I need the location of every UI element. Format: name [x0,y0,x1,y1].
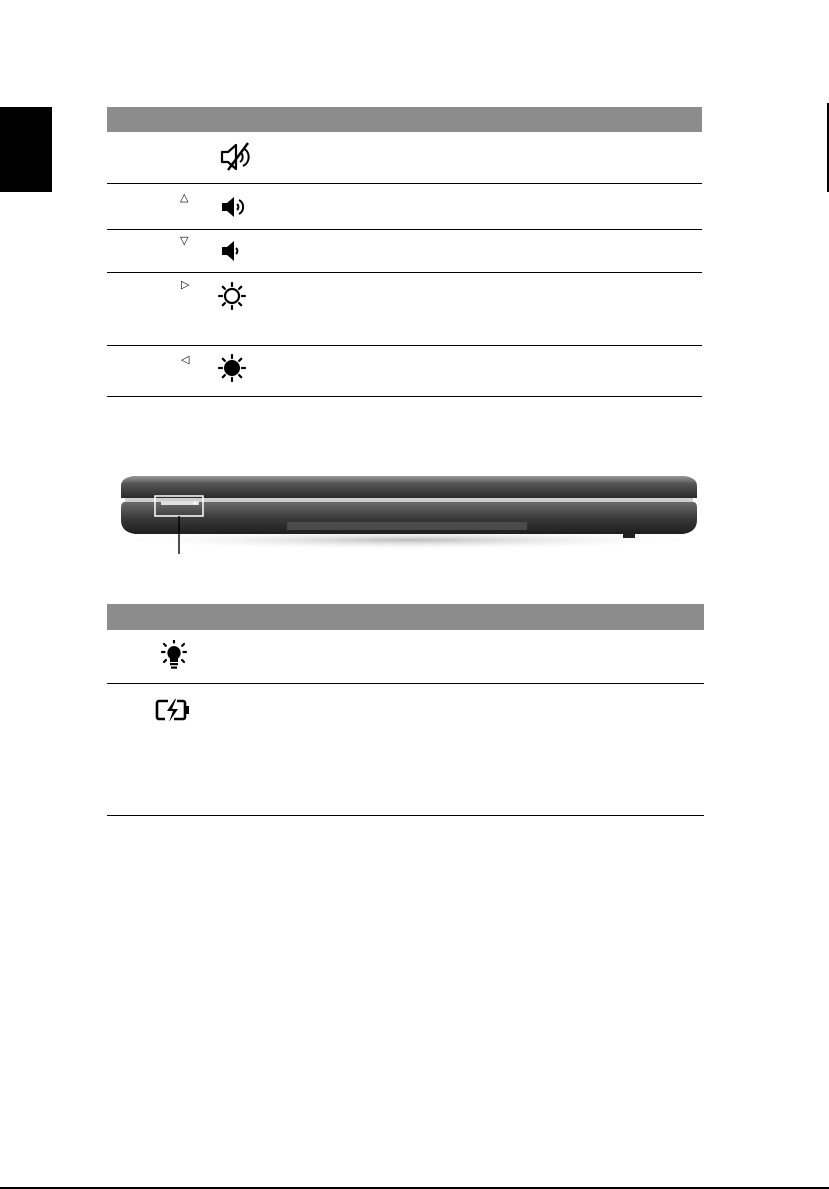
power-indicator-icon [157,640,191,674]
laptop-front-view-image [107,462,712,572]
speaker-mute-icon [218,140,254,174]
chapter-side-tab [0,107,52,192]
indicator-table [107,604,704,816]
table-row [107,273,702,346]
table-row [107,684,704,816]
volume-down-icon [219,238,245,264]
volume-up-icon [219,194,245,220]
left-arrow-key-icon: ◁ [181,354,190,366]
down-arrow-key-icon: ▽ [180,235,189,247]
table-row [107,346,702,397]
up-arrow-key-icon: △ [180,192,189,204]
brightness-down-icon [217,353,247,383]
table-header [107,107,702,132]
right-arrow-key-icon: ▷ [181,279,190,291]
hotkey-table [107,107,702,397]
table-row [107,132,702,184]
table-header [107,604,704,630]
battery-charging-icon [155,698,191,724]
brightness-up-icon [217,281,247,311]
table-row [107,230,702,273]
table-row [107,184,702,230]
table-row [107,630,704,684]
